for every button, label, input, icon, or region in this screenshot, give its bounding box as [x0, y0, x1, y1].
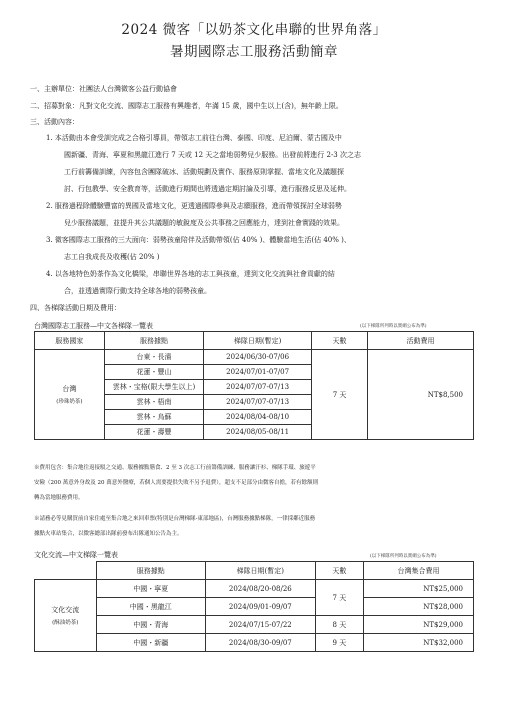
table2-fee: NT$25,000 [364, 580, 474, 598]
table-row [35, 598, 474, 616]
table2-note: (以下梯隊所列時以實網公布為準) [370, 554, 437, 559]
item2-line2: 兒少服務議題，並提升其公共議題的敏銳度及公共事務之回應能力，達到社會實踐的效果。 [64, 219, 344, 227]
table1-date: 2024/07/07-07/13 [204, 380, 312, 395]
recruit-line: 二、招募對象：凡對文化交流、國際志工服務有興趣者，年滿 15 歲，國中生以上(含)，無年齡上限。 [30, 102, 343, 110]
note-line4: ※請務必等見購買前自家住處至集合地之來回車票(特別是台灣梯隊-東部地區)，台灣服務據點梯隊，一律採鄰近服務 [34, 516, 316, 522]
item3-line2: 志工自我成長及收穫(佔 20% ) [64, 253, 160, 261]
table1-date: 2024/08/04-08/10 [204, 410, 312, 425]
schedule-heading: 四、各梯隊活動日期及費用： [30, 304, 121, 312]
table2-group: 文化交流 [51, 606, 80, 614]
table1-site: 雲林・梧南 [104, 395, 203, 410]
table1-site: 花蓮・壽豐 [104, 425, 203, 440]
document-subtitle: 暑期國際志工服務活動簡章 [170, 44, 338, 60]
table1-header-country: 服務國家 [35, 332, 105, 350]
table1-site: 雲林・烏蘇 [104, 410, 203, 425]
table1-header-days: 天數 [312, 332, 368, 350]
table2-header-date: 梯隊日期(暫定) [205, 562, 315, 580]
table1-site: 雲林・宝格(限大學生以上) [104, 380, 203, 395]
note-line5: 據點火車站集合，以微客總部出隊前發布出隊通知公告為主。 [34, 531, 183, 537]
table1-date: 2024/07/01-07/07 [204, 365, 312, 380]
document-title: 2024 微客「以奶茶文化串聯的世界角落」 [121, 22, 387, 38]
organizer-line: 一、主辦單位：社團法人台灣微客公益行動協會 [30, 85, 177, 93]
table1-fee: NT$8,500 [368, 350, 474, 440]
content-heading: 三、活動內容： [30, 118, 79, 126]
table2-header-fee: 台灣集合費用 [364, 562, 474, 580]
table-row [35, 350, 474, 365]
table2-site: 中國・新疆 [96, 634, 205, 652]
table2-days: 7 天 [315, 580, 363, 616]
table1-note: (以下梯隊所列時以實網公布為準) [360, 324, 427, 329]
table2-date: 2024/08/20-08/26 [205, 580, 315, 598]
table1-country-sub: (珍珠奶茶) [56, 399, 83, 405]
note-line3: 轉為當地服務費用。 [34, 495, 84, 501]
table2-fee: NT$28,000 [364, 598, 474, 616]
item2-line1: 2. 服務過程除體驗豐富的異國及當地文化，更透過國際參與及志願服務，進而帶領探討全球弱勢 [46, 202, 342, 210]
item1-line4: 討、行包教學、安全教育等，活動進行期間也將透過定期討論及引導，進行服務反思及延伸。 [64, 185, 351, 193]
table1-days: 7 天 [312, 350, 368, 440]
table2-group-cell [35, 580, 97, 652]
taiwan-schedule-table [34, 331, 474, 440]
note-line1: ※費用包含：集合地往返接駁之交通、服務據點膳食、2 至 3 次志工行前籌備訓練、服務讓汗衫、梯隊手環、旅遊平 [34, 465, 316, 471]
table2-site: 中國・寧夏 [96, 580, 205, 598]
table1-date: 2024/08/05-08/11 [204, 425, 312, 440]
table2-group-sub: (酥油奶茶) [52, 620, 79, 626]
table1-date: 2024/07/07-07/13 [204, 395, 312, 410]
table1-date: 2024/06/30-07/06 [204, 350, 312, 365]
item4-line1: 4. 以各地特色奶茶作為文化橋梁，串聯世界各地的志工與孩童，達到文化交流與社會貢獻的結 [46, 270, 335, 278]
table2-caption: 文化交流—中文梯隊一覽表 [34, 551, 118, 559]
item1-line3: 工行前籌備訓練，內容包含團隊破冰、活動規劃及實作、服務原則掌握、當地文化及議題探 [64, 168, 344, 176]
table1-caption: 台灣國際志工服務—中文各梯隊一覽表 [34, 322, 153, 330]
table-row [35, 616, 474, 634]
table2-header-site: 服務據點 [96, 562, 205, 580]
table-row [35, 580, 474, 598]
culture-schedule-table [34, 561, 474, 652]
table2-site: 中國・黑龍江 [96, 598, 205, 616]
table2-date: 2024/07/15-07/22 [205, 616, 315, 634]
item1-line2: 國新疆、青海、寧夏和黑龍江進行 7 天或 12 天之當地弱勢兒少服務。出發前將進行 2-3 次之志 [64, 151, 361, 159]
item4-line2: 合，並透過實際行動支持全球各地的弱勢孩童。 [64, 287, 211, 295]
item3-line1: 3. 微客國際志工服務的三大面向：弱勢孩童陪伴及活動帶領(佔 40% )、體驗當地生活(佔 40% )、 [46, 236, 351, 244]
table1-site: 台東・長濱 [104, 350, 203, 365]
table2-days: 8 天 [315, 616, 363, 634]
item1-line1: 1. 本活動由本會受訓完成之合格引導員，帶領志工前往台灣、泰國、印度、尼泊爾、蒙古國及中 [46, 134, 342, 142]
table1-country-cell [35, 350, 105, 440]
note-line2: 安險（200 萬意外身故及 20 萬意外醫療，若個人需要提供失敗不另予退費），超支不足部分由微客自擔，若有餘額則 [34, 480, 318, 486]
table2-date: 2024/09/01-09/07 [205, 598, 315, 616]
table1-site: 花蓮・豐山 [104, 365, 203, 380]
table-row [35, 634, 474, 652]
table2-fee: NT$29,000 [364, 616, 474, 634]
table2-date: 2024/08/30-09/07 [205, 634, 315, 652]
table2-header-days: 天數 [315, 562, 363, 580]
table1-header-date: 梯隊日期(暫定) [204, 332, 312, 350]
table2-days: 9 天 [315, 634, 363, 652]
table1-header-fee: 活動費用 [368, 332, 474, 350]
table2-fee: NT$32,000 [364, 634, 474, 652]
table2-header-empty [35, 562, 97, 580]
table2-site: 中國・青海 [96, 616, 205, 634]
table1-country: 台灣 [62, 385, 77, 393]
table1-header-site: 服務據點 [104, 332, 203, 350]
